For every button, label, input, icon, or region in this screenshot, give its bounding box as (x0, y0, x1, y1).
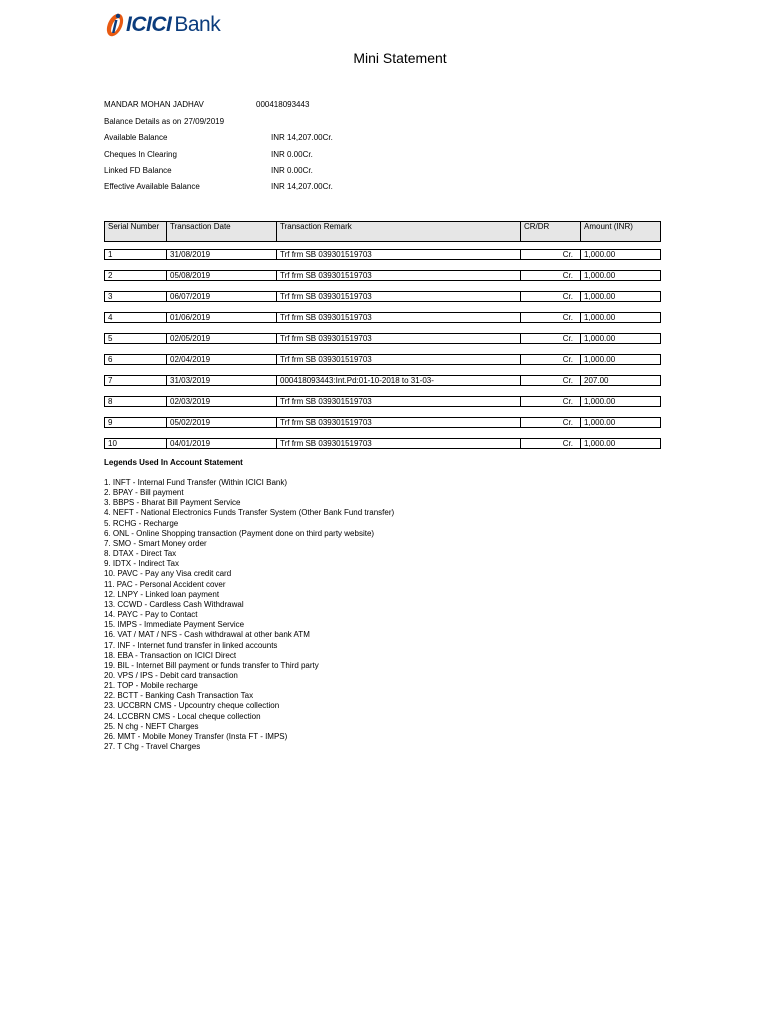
legend-item: 11. PAC - Personal Accident cover (104, 579, 226, 589)
cell-cr-dr: Cr. (520, 355, 585, 364)
legend-item: 22. BCTT - Banking Cash Transaction Tax (104, 691, 254, 701)
balance-date: 27/09/2019 (184, 117, 225, 126)
cell-serial: 6 (108, 355, 113, 364)
legend-item: 9. IDTX - Indirect Tax (104, 559, 179, 569)
cell-date: 31/08/2019 (166, 250, 275, 259)
cell-serial: 2 (108, 271, 113, 280)
legend-item: 13. CCWD - Cardless Cash Withdrawal (104, 599, 244, 609)
cell-amount: 1,000.00 (580, 418, 660, 427)
legend-item: 18. EBA - Transaction on ICICI Direct (104, 650, 237, 660)
legend-item: 16. VAT / MAT / NFS - Cash withdrawal at other bank ATM (104, 630, 310, 640)
legend-item: 20. VPS / IPS - Debit card transaction (104, 670, 238, 680)
account-number: 000418093443 (256, 100, 310, 109)
header-cr-dr: CR/DR (520, 222, 576, 241)
linked-fd-balance-label: Linked FD Balance (104, 166, 172, 175)
table-row (104, 375, 661, 386)
header-amount: Amount (INR) (580, 222, 660, 241)
cell-remark: Trf frm SB 039301519703 (276, 292, 520, 301)
legend-item: 2. BPAY - Bill payment (104, 488, 184, 498)
cell-remark: Trf frm SB 039301519703 (276, 271, 520, 280)
effective-balance-label: Effective Available Balance (104, 182, 200, 191)
cell-date: 31/03/2019 (166, 376, 275, 385)
balance-as-on-label: Balance Details as on (104, 117, 182, 126)
cell-cr-dr: Cr. (520, 271, 585, 280)
cell-date: 01/06/2019 (166, 313, 275, 322)
table-row (104, 249, 661, 260)
logo-text-icici: ICICI (126, 13, 172, 36)
table-row (104, 417, 661, 428)
cell-amount: 1,000.00 (580, 313, 660, 322)
legend-item: 15. IMPS - Immediate Payment Service (104, 620, 245, 630)
cell-remark: Trf frm SB 039301519703 (276, 397, 520, 406)
table-row (104, 291, 661, 302)
table-row (104, 270, 661, 281)
legend-item: 7. SMO - Smart Money order (104, 538, 207, 548)
cell-serial: 4 (108, 313, 113, 322)
legend-item: 10. PAVC - Pay any Visa credit card (104, 569, 232, 579)
cell-amount: 207.00 (580, 376, 660, 385)
cell-serial: 7 (108, 376, 113, 385)
cell-amount: 1,000.00 (580, 397, 660, 406)
legend-item: 27. T Chg - Travel Charges (104, 742, 201, 752)
cell-date: 05/02/2019 (166, 418, 275, 427)
legend-item: 19. BIL - Internet Bill payment or funds transfer to Third party (104, 660, 319, 670)
logo-text-bank: Bank (174, 13, 221, 36)
cheques-in-clearing-value: INR 0.00Cr. (271, 150, 313, 159)
legend-item: 23. UCCBRN CMS - Upcountry cheque collection (104, 701, 280, 711)
cell-cr-dr: Cr. (520, 334, 585, 343)
cell-remark: Trf frm SB 039301519703 (276, 250, 520, 259)
cell-remark: Trf frm SB 039301519703 (276, 418, 520, 427)
cell-amount: 1,000.00 (580, 439, 660, 448)
account-holder-name: MANDAR MOHAN JADHAV (104, 100, 204, 109)
table-row (104, 396, 661, 407)
legend-item: 24. LCCBRN CMS - Local cheque collection (104, 711, 261, 721)
legend-item: 4. NEFT - National Electronics Funds Transfer System (Other Bank Fund transfer) (104, 508, 395, 518)
available-balance-value: INR 14,207.00Cr. (271, 133, 333, 142)
header-transaction-remark: Transaction Remark (276, 222, 520, 241)
cell-cr-dr: Cr. (520, 376, 585, 385)
icici-bank-logo (104, 10, 221, 40)
legend-item: 8. DTAX - Direct Tax (104, 549, 177, 559)
cell-serial: 9 (108, 418, 113, 427)
header-serial-number: Serial Number (108, 222, 160, 231)
cell-date: 02/04/2019 (166, 355, 275, 364)
cell-remark: 000418093443:Int.Pd:01-10-2018 to 31-03- (276, 376, 520, 385)
cell-serial: 3 (108, 292, 113, 301)
cell-date: 05/08/2019 (166, 271, 275, 280)
page-title: Mini Statement (353, 50, 447, 66)
legend-item: 14. PAYC - Pay to Contact (104, 610, 198, 620)
cell-cr-dr: Cr. (520, 250, 585, 259)
cell-amount: 1,000.00 (580, 271, 660, 280)
header-transaction-date: Transaction Date (166, 222, 275, 241)
cell-date: 02/03/2019 (166, 397, 275, 406)
legend-list (104, 478, 394, 752)
table-row (104, 354, 661, 365)
cell-remark: Trf frm SB 039301519703 (276, 439, 520, 448)
legend-item: 5. RCHG - Recharge (104, 518, 179, 528)
cell-date: 02/05/2019 (166, 334, 275, 343)
cell-cr-dr: Cr. (520, 397, 585, 406)
cell-amount: 1,000.00 (580, 334, 660, 343)
legend-item: 12. LNPY - Linked loan payment (104, 589, 220, 599)
cell-amount: 1,000.00 (580, 355, 660, 364)
cell-date: 06/07/2019 (166, 292, 275, 301)
legend-item: 21. TOP - Mobile recharge (104, 681, 198, 691)
linked-fd-balance-value: INR 0.00Cr. (271, 166, 313, 175)
cell-amount: 1,000.00 (580, 250, 660, 259)
cell-serial: 10 (108, 439, 117, 448)
table-row (104, 438, 661, 449)
legend-title: Legends Used In Account Statement (104, 458, 243, 467)
cell-cr-dr: Cr. (520, 292, 585, 301)
cheques-in-clearing-label: Cheques In Clearing (104, 150, 177, 159)
cell-amount: 1,000.00 (580, 292, 660, 301)
cell-serial: 8 (108, 397, 113, 406)
legend-item: 26. MMT - Mobile Money Transfer (Insta FT - IMPS) (104, 731, 288, 741)
cell-cr-dr: Cr. (520, 439, 585, 448)
table-row (104, 312, 661, 323)
effective-balance-value: INR 14,207.00Cr. (271, 182, 333, 191)
cell-date: 04/01/2019 (166, 439, 275, 448)
legend-item: 25. N chg - NEFT Charges (104, 721, 199, 731)
legend-item: 3. BBPS - Bharat Bill Payment Service (104, 498, 241, 508)
available-balance-label: Available Balance (104, 133, 168, 142)
legend-item: 6. ONL - Online Shopping transaction (Payment done on third party website) (104, 528, 375, 538)
cell-cr-dr: Cr. (520, 418, 585, 427)
icici-logo-icon (104, 10, 126, 38)
cell-serial: 1 (108, 250, 113, 259)
legend-item: 17. INF - Internet fund transfer in linked accounts (104, 640, 278, 650)
transactions-table-header (104, 221, 661, 242)
cell-remark: Trf frm SB 039301519703 (276, 334, 520, 343)
cell-serial: 5 (108, 334, 113, 343)
legend-item: 1. INFT - Internal Fund Transfer (Within ICICI Bank) (104, 478, 288, 487)
cell-remark: Trf frm SB 039301519703 (276, 355, 520, 364)
table-row (104, 333, 661, 344)
cell-cr-dr: Cr. (520, 313, 585, 322)
cell-remark: Trf frm SB 039301519703 (276, 313, 520, 322)
